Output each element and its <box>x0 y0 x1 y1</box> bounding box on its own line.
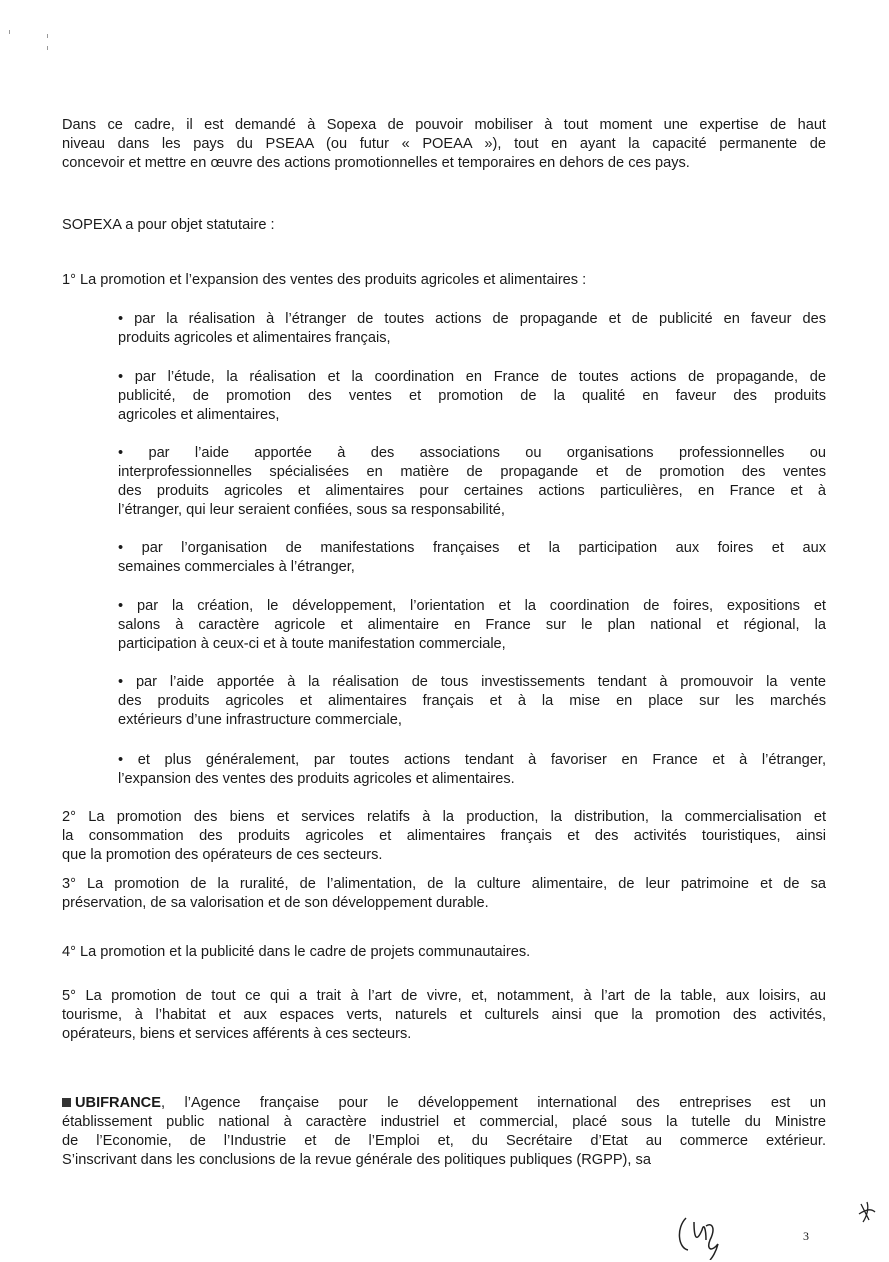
page-number: 3 <box>803 1229 809 1243</box>
bullet-item <box>118 751 826 789</box>
bullet-item <box>118 368 826 425</box>
scan-speck <box>47 46 48 50</box>
text-line: concevoir et mettre en œuvre des actions promotionnelles et temporaires en dehors de ces pays. <box>62 155 690 171</box>
text-line: établissement public national à caractère industriel et commercial, placé sous la tutelle du Ministre <box>62 1114 826 1130</box>
text-line: préservation, de sa valorisation et de son développement durable. <box>62 895 489 911</box>
item-2 <box>62 808 826 865</box>
bullet-item <box>118 597 826 654</box>
square-bullet-icon <box>62 1098 71 1107</box>
text-line: 1° La promotion et l’expansion des ventes des produits agricoles et alimentaires : <box>62 272 587 288</box>
objet-heading <box>62 216 826 235</box>
text-line: • par l’organisation de manifestations françaises et la participation aux foires et aux <box>118 540 826 556</box>
text-line: • par la réalisation à l’étranger de toutes actions de propagande et de publicité en faveur des <box>118 311 826 327</box>
text-line: participation à ceux-ci et à toute manifestation commerciale, <box>118 636 506 652</box>
text-line: des produits agricoles et alimentaires français et à la mise en place sur les marchés <box>118 693 826 709</box>
text-line: des produits agricoles et alimentaires pour certaines actions particulières, en France et à <box>118 483 826 499</box>
ubifrance-name: UBIFRANCE <box>75 1095 161 1111</box>
text-line: agricoles et alimentaires, <box>118 407 280 423</box>
text-line: • et plus généralement, par toutes actions tendant à favoriser en France et à l’étranger, <box>118 752 826 768</box>
item-5 <box>62 987 826 1044</box>
ubifrance-paragraph <box>62 1094 826 1170</box>
text-line: la consommation des produits agricoles et alimentaires français et des activités touristiques, ainsi <box>62 828 826 844</box>
bullet-item <box>118 444 826 520</box>
scan-speck <box>47 34 48 38</box>
text-line: interprofessionnelles spécialisées en matière de propagande et de promotion des ventes <box>118 464 826 480</box>
bullet-item <box>118 310 826 348</box>
text-line: 5° La promotion de tout ce qui a trait à l’art de vivre, et, notamment, à l’art de la table, aux loisirs, au <box>62 988 826 1004</box>
text-line: 2° La promotion des biens et services relatifs à la production, la distribution, la commercialisation et <box>62 809 826 825</box>
item-1 <box>62 271 826 290</box>
item-3 <box>62 875 826 913</box>
text-line: produits agricoles et alimentaires français, <box>118 330 391 346</box>
text-line: de l’Economie, de l’Industrie et de l’Emploi et, du Secrétaire d’Etat au commerce extérieur. <box>62 1133 826 1149</box>
text-line: tourisme, à l’habitat et aux espaces verts, naturels et culturels ainsi que la promotion des activités, <box>62 1007 826 1023</box>
text-line: S’inscrivant dans les conclusions de la revue générale des politiques publiques (RGPP), sa <box>62 1152 651 1168</box>
intro-paragraph <box>62 116 826 173</box>
text-line: l’expansion des ventes des produits agricoles et alimentaires. <box>118 771 515 787</box>
text-line: l’étranger, qui leur seraient confiées, sous sa responsabilité, <box>118 502 505 518</box>
text-line: semaines commerciales à l’étranger, <box>118 559 355 575</box>
text-line: • par l’aide apportée à des associations ou organisations professionnelles ou <box>118 445 826 461</box>
text-line: salons à caractère agricole et alimentaire en France sur le plan national et régional, la <box>118 617 826 633</box>
text-line: • par la création, le développement, l’orientation et la coordination de foires, expositions et <box>118 598 826 614</box>
item-4 <box>62 943 826 962</box>
handwritten-initials <box>672 1200 752 1260</box>
text-line: • par l’aide apportée à la réalisation de tous investissements tendant à promouvoir la vente <box>118 674 826 690</box>
scan-speck <box>9 30 10 34</box>
text-line: extérieurs d’une infrastructure commerciale, <box>118 712 402 728</box>
text-line: publicité, de promotion des ventes et promotion de la qualité en faveur des produits <box>118 388 826 404</box>
text-line: • par l’étude, la réalisation et la coordination en France de toutes actions de propagande, de <box>118 369 826 385</box>
bullet-item <box>118 539 826 577</box>
text-line: SOPEXA a pour objet statutaire : <box>62 217 275 233</box>
text-line: 4° La promotion et la publicité dans le cadre de projets communautaires. <box>62 944 531 960</box>
text-line: niveau dans les pays du PSEAA (ou futur « POEAA »), tout en ayant la capacité permanente de <box>62 136 826 152</box>
bullet-item <box>118 673 826 730</box>
text-line: 3° La promotion de la ruralité, de l’alimentation, de la culture alimentaire, de leur patrimoine et de sa <box>62 876 826 892</box>
text-line: que la promotion des opérateurs de ces secteurs. <box>62 847 383 863</box>
text-line: UBIFRANCE, l’Agence française pour le développement international des entreprises est un <box>62 1094 826 1113</box>
text-line: Dans ce cadre, il est demandé à Sopexa de pouvoir mobiliser à tout moment une expertise de haut <box>62 117 826 133</box>
text-line: opérateurs, biens et services afférents à ces secteurs. <box>62 1026 412 1042</box>
handwritten-mark <box>855 1198 879 1228</box>
